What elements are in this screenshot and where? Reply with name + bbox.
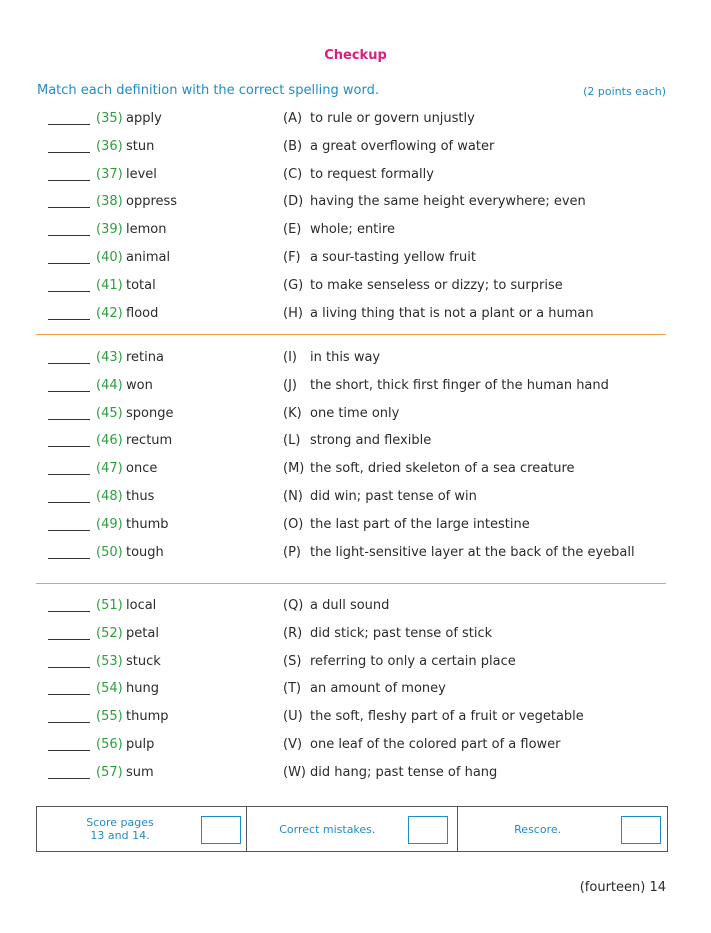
definition-letter: (A) [283, 111, 303, 126]
answer-blank[interactable] [48, 124, 90, 125]
match-group-1 [0, 111, 711, 333]
item-number: (56) [96, 736, 123, 752]
match-row [0, 765, 711, 793]
definition-letter: (Q) [283, 598, 304, 613]
item-number: (36) [96, 138, 123, 154]
match-row [0, 378, 711, 406]
answer-blank[interactable] [48, 207, 90, 208]
definition-letter: (D) [283, 194, 304, 210]
answer-blank[interactable] [48, 391, 90, 392]
page-number: (fourteen) 14 [579, 880, 666, 895]
definition-letter: (S) [283, 653, 302, 669]
item-number: (51) [96, 598, 123, 613]
answer-blank[interactable] [48, 152, 90, 153]
definition-text: whole; entire [310, 222, 395, 238]
item-number: (37) [96, 166, 123, 182]
score-label [45, 807, 195, 851]
definition-letter: (F) [283, 249, 301, 265]
answer-blank[interactable] [48, 502, 90, 503]
definition-letter: (B) [283, 138, 303, 154]
answer-blank[interactable] [48, 530, 90, 531]
answer-blank[interactable] [48, 750, 90, 751]
definition-text: referring to only a certain place [310, 653, 516, 669]
match-row [0, 709, 711, 737]
definition-letter: (H) [283, 305, 303, 321]
match-row [0, 626, 711, 654]
definition-letter: (R) [283, 625, 303, 641]
item-number: (46) [96, 433, 123, 449]
match-row [0, 278, 711, 306]
spelling-word: thus [126, 488, 155, 504]
definition-text: to rule or govern unjustly [310, 111, 475, 126]
item-number: (45) [96, 405, 123, 421]
definition-text: a living thing that is not a plant or a human [310, 305, 594, 321]
score-box [36, 806, 668, 852]
item-number: (57) [96, 764, 123, 780]
answer-blank[interactable] [48, 778, 90, 779]
spelling-word: lemon [126, 222, 167, 238]
definition-text: one time only [310, 405, 400, 421]
spelling-word: retina [126, 350, 164, 365]
spelling-word: sum [126, 764, 154, 780]
match-row [0, 139, 711, 167]
instructions: Match each definition with the correct spelling word. [37, 83, 380, 98]
spelling-word: tough [126, 544, 164, 560]
definition-letter: (V) [283, 736, 303, 752]
definition-text: having the same height everywhere; even [310, 194, 586, 210]
item-number: (44) [96, 377, 123, 393]
correct-cell [247, 807, 457, 851]
definition-text: did stick; past tense of stick [310, 625, 493, 641]
spelling-word: total [126, 277, 156, 293]
definition-text: a dull sound [310, 598, 390, 613]
definition-letter: (L) [283, 433, 301, 449]
item-number: (48) [96, 488, 123, 504]
rescore-cell [458, 807, 667, 851]
item-number: (43) [96, 350, 123, 365]
answer-blank[interactable] [48, 474, 90, 475]
item-number: (41) [96, 277, 123, 293]
match-row [0, 489, 711, 517]
item-number: (55) [96, 709, 123, 725]
answer-blank[interactable] [48, 319, 90, 320]
match-row [0, 306, 711, 334]
spelling-word: won [126, 377, 153, 393]
definition-letter: (T) [283, 681, 302, 697]
spelling-word: hung [126, 681, 159, 697]
definition-text: the soft, fleshy part of a fruit or vegetable [310, 709, 584, 725]
match-group-3 [0, 598, 711, 793]
definition-text: to request formally [310, 166, 434, 182]
spelling-word: once [126, 461, 158, 477]
spelling-word: petal [126, 625, 159, 641]
correct-entry-box[interactable] [408, 816, 448, 844]
answer-blank[interactable] [48, 363, 90, 364]
definition-text: the soft, dried skeleton of a sea creature [310, 461, 575, 477]
definition-text: a sour-tasting yellow fruit [310, 249, 476, 265]
spelling-word: flood [126, 305, 159, 321]
score-cell [37, 807, 247, 851]
rescore-entry-box[interactable] [621, 816, 661, 844]
item-number: (47) [96, 461, 123, 477]
score-label-line1: Score pages [86, 816, 154, 829]
points-note: (2 points each) [583, 85, 666, 98]
match-row [0, 250, 711, 278]
rescore-label: Rescore. [514, 822, 562, 836]
definition-letter: (O) [283, 516, 304, 532]
answer-blank[interactable] [48, 639, 90, 640]
answer-blank[interactable] [48, 694, 90, 695]
definition-letter: (J) [283, 377, 297, 393]
match-row [0, 461, 711, 489]
answer-blank[interactable] [48, 667, 90, 668]
match-row [0, 194, 711, 222]
spelling-word: stun [126, 138, 155, 154]
spelling-word: apply [126, 111, 162, 126]
spelling-word: thumb [126, 516, 169, 532]
match-row [0, 433, 711, 461]
definition-text: to make senseless or dizzy; to surprise [310, 277, 563, 293]
match-row [0, 222, 711, 250]
match-row [0, 681, 711, 709]
answer-blank[interactable] [48, 291, 90, 292]
definition-text: an amount of money [310, 681, 446, 697]
match-group-2 [0, 350, 711, 572]
match-row [0, 517, 711, 545]
item-number: (49) [96, 516, 123, 532]
spelling-word: stuck [126, 653, 161, 669]
spelling-word: rectum [126, 433, 173, 449]
item-number: (38) [96, 194, 123, 210]
item-number: (53) [96, 653, 123, 669]
item-number: (54) [96, 681, 123, 697]
definition-letter: (W) [283, 764, 306, 780]
match-row [0, 111, 711, 139]
score-entry-box[interactable] [201, 816, 241, 844]
definition-text: the last part of the large intestine [310, 516, 530, 532]
answer-blank[interactable] [48, 446, 90, 447]
item-number: (50) [96, 544, 123, 560]
definition-letter: (G) [283, 277, 304, 293]
answer-blank[interactable] [48, 180, 90, 181]
answer-blank[interactable] [48, 611, 90, 612]
definition-letter: (K) [283, 405, 302, 421]
definition-text: the light-sensitive layer at the back of the eyeball [310, 544, 635, 560]
item-number: (42) [96, 305, 123, 321]
match-row [0, 598, 711, 626]
spelling-word: pulp [126, 736, 155, 752]
spelling-word: thump [126, 709, 169, 725]
definition-text: one leaf of the colored part of a flower [310, 736, 561, 752]
match-row [0, 545, 711, 573]
spelling-word: oppress [126, 194, 178, 210]
definition-letter: (N) [283, 488, 303, 504]
definition-letter: (E) [283, 222, 302, 238]
item-number: (35) [96, 111, 123, 126]
answer-blank[interactable] [48, 235, 90, 236]
match-row [0, 167, 711, 195]
definition-letter: (M) [283, 461, 305, 477]
definition-letter: (P) [283, 544, 301, 560]
match-row [0, 737, 711, 765]
definition-text: did win; past tense of win [310, 488, 477, 504]
definition-letter: (C) [283, 166, 303, 182]
section-divider [36, 583, 666, 584]
spelling-word: sponge [126, 405, 174, 421]
spelling-word: animal [126, 249, 171, 265]
item-number: (39) [96, 222, 123, 238]
answer-blank[interactable] [48, 722, 90, 723]
definition-text: strong and flexible [310, 433, 432, 449]
definition-text: did hang; past tense of hang [310, 764, 498, 780]
item-number: (52) [96, 625, 123, 641]
score-label-line2: 13 and 14. [90, 829, 150, 842]
correct-label: Correct mistakes. [279, 822, 376, 836]
answer-blank[interactable] [48, 419, 90, 420]
answer-blank[interactable] [48, 263, 90, 264]
definition-text: in this way [310, 350, 381, 365]
definition-text: the short, thick first finger of the human hand [310, 377, 609, 393]
spelling-word: level [126, 166, 157, 182]
definition-letter: (I) [283, 350, 297, 365]
page-title: Checkup [324, 48, 387, 63]
definition-letter: (U) [283, 709, 303, 725]
spelling-word: local [126, 598, 157, 613]
match-row [0, 406, 711, 434]
match-row [0, 654, 711, 682]
definition-text: a great overflowing of water [310, 138, 495, 154]
item-number: (40) [96, 249, 123, 265]
match-row [0, 350, 711, 378]
answer-blank[interactable] [48, 558, 90, 559]
section-divider [36, 334, 666, 335]
